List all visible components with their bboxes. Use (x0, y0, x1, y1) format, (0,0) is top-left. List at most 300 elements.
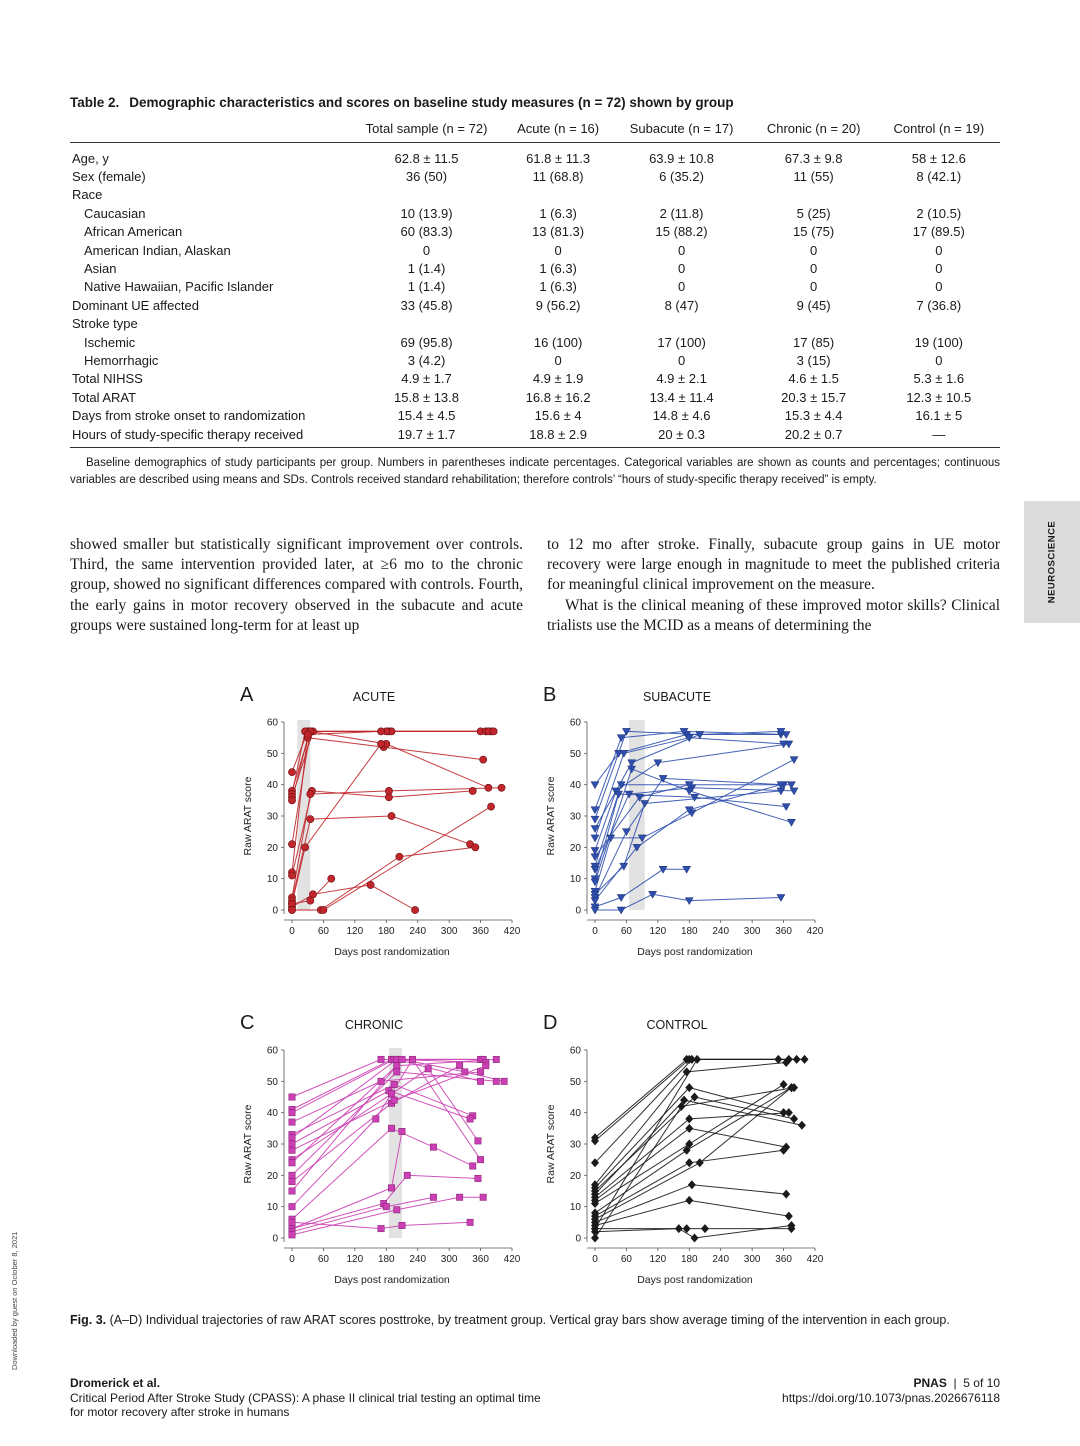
table-cell: 0 (935, 242, 943, 258)
figure-caption-text: (A–D) Individual trajectories of raw ARAT scores posttroke, by treatment group. Vertical gray bars show average timing of the intervention in each group. (109, 1313, 950, 1327)
body-column-left (70, 535, 523, 636)
table-cell: 69 (95.8) (400, 334, 453, 350)
data-point (477, 1069, 483, 1075)
y-tick-label: 40 (266, 780, 278, 792)
data-point (685, 898, 693, 905)
table-cell (878, 186, 1000, 204)
x-tick-label: 420 (503, 926, 521, 937)
data-point (480, 756, 487, 763)
table-cell: 8 (42.1) (916, 169, 962, 185)
data-point (394, 1069, 400, 1075)
table-cell: 13 (81.3) (532, 224, 585, 240)
data-point (475, 1138, 481, 1144)
table-cell: 8 (47) (664, 297, 699, 313)
table-cell: 1 (1.4) (407, 261, 446, 277)
table-cell: 33 (45.8) (400, 297, 453, 313)
x-tick-label: 60 (620, 1254, 632, 1265)
x-tick-label: 0 (592, 926, 598, 937)
table-cell: 6 (35.2) (659, 169, 704, 185)
data-point (307, 897, 314, 904)
data-point (620, 750, 628, 757)
footer-title-line: for motor recovery after stroke in humans (70, 1405, 290, 1419)
data-point (591, 782, 599, 789)
trajectory-line (292, 807, 491, 910)
y-tick-label: 50 (266, 748, 278, 760)
table-cell: 0 (677, 261, 686, 277)
data-point (307, 790, 314, 797)
panel-title: ACUTE (352, 690, 396, 704)
table-cell: 4.9 ± 1.9 (532, 371, 584, 387)
trajectory-line (292, 731, 481, 772)
table-row (70, 370, 1000, 388)
data-point (378, 1225, 384, 1231)
data-point (399, 1056, 405, 1062)
row-label: Native Hawaiian, Pacific Islander (84, 279, 274, 295)
table-cell: 1 (6.3) (539, 261, 577, 277)
trajectory-line (292, 1197, 483, 1235)
y-tick-label: 60 (569, 1045, 581, 1057)
data-point (467, 1116, 473, 1122)
trajectory-line (595, 1063, 786, 1185)
table-cell: 15.6 ± 4 (534, 408, 582, 424)
table-cell: 13.4 ± 11.4 (649, 389, 714, 405)
data-point (289, 1188, 295, 1194)
x-tick-label: 360 (472, 1254, 489, 1265)
data-point (654, 760, 662, 767)
table-cell (878, 315, 1000, 333)
y-tick-label: 10 (569, 874, 581, 886)
table-cell: 15.8 ± 13.8 (394, 389, 459, 405)
figure-caption (70, 1312, 1000, 1329)
body-paragraph: to 12 mo after stroke. Finally, subacute group gains in UE motor recovery were large enough in magnitude to meet the published criteria for meaningful clinical improvement on the measure. (547, 536, 1000, 594)
data-point (501, 1078, 507, 1084)
data-point (693, 1055, 701, 1064)
table-cell: 16 (100) (533, 334, 583, 350)
row-label: Hemorrhagic (84, 352, 159, 368)
demographics-table (70, 118, 1000, 448)
table-cell: 60 (83.3) (400, 224, 453, 240)
row-label: Hours of study-specific therapy received (70, 425, 350, 448)
data-point (388, 1125, 394, 1131)
table-cell: 3 (15) (796, 352, 831, 368)
data-point (289, 1135, 295, 1141)
table-cell: 11 (68.8) (532, 169, 584, 185)
row-label: Total ARAT (72, 389, 137, 405)
x-tick-label: 360 (775, 1254, 792, 1265)
y-tick-label: 50 (569, 1076, 581, 1088)
table-row (70, 241, 1000, 259)
y-tick-label: 30 (569, 1139, 581, 1151)
data-point (475, 1175, 481, 1181)
data-point (399, 1128, 405, 1134)
table-header-row (70, 118, 1000, 143)
table-cell: 62.8 ± 11.5 (394, 150, 459, 166)
table-row (70, 333, 1000, 351)
y-tick-label: 20 (569, 1170, 581, 1182)
data-point (490, 728, 497, 735)
data-point (696, 732, 704, 739)
y-axis-label: Raw ARAT score (545, 776, 557, 856)
y-tick-label: 20 (569, 842, 581, 854)
data-point (790, 1114, 798, 1123)
data-point (425, 1066, 431, 1072)
table-cell: 67.3 ± 9.8 (784, 150, 843, 166)
table-cell: 0 (810, 242, 818, 258)
trajectory-line (595, 1059, 805, 1228)
table-row (70, 278, 1000, 296)
table-cell (350, 315, 502, 333)
data-point (289, 1219, 295, 1225)
table-cell (750, 186, 878, 204)
data-point (787, 819, 795, 826)
data-point (798, 1121, 806, 1130)
x-tick-label: 420 (503, 1254, 521, 1265)
data-point (685, 1158, 693, 1167)
data-point (591, 1234, 599, 1243)
data-point (289, 1160, 295, 1166)
x-tick-label: 240 (409, 926, 427, 937)
x-tick-label: 60 (317, 1254, 329, 1265)
data-point (289, 1109, 295, 1115)
data-point (328, 875, 335, 882)
data-point (385, 787, 392, 794)
table-cell: 16.8 ± 16.2 (525, 389, 591, 405)
trajectory-line (292, 847, 475, 910)
body-paragraph: showed smaller but statistically significant improvement over controls. Third, the same intervention provided later, at ≥6 mo to the chronic group, showed no significant differences compared with controls. Fourth, the early gains in motor recovery observed in the subacute and acute groups were sustained long-term for at least up (70, 536, 523, 634)
row-label: African American (84, 224, 183, 240)
data-point (472, 844, 479, 851)
panel-chronic (240, 1008, 530, 1298)
data-point (498, 784, 505, 791)
data-point (288, 841, 295, 848)
panel-title: CHRONIC (344, 1018, 404, 1032)
table-cell: 61.8 ± 11.3 (526, 150, 591, 166)
x-tick-label: 360 (472, 926, 489, 937)
table-cell: 10 (13.9) (400, 205, 453, 221)
panel-title: SUBACUTE (642, 690, 712, 704)
row-label: Caucasian (84, 205, 146, 221)
trajectory-line (292, 1066, 486, 1151)
table-cell: 0 (810, 261, 818, 277)
table-cell: 0 (554, 242, 562, 258)
data-point (487, 803, 494, 810)
data-point (685, 1196, 693, 1205)
x-tick-label: 300 (743, 926, 761, 937)
table-cell: 11 (55) (793, 169, 834, 185)
footer-page-number: 5 of 10 (963, 1376, 1000, 1390)
data-point (477, 1078, 483, 1084)
data-point (701, 1224, 709, 1233)
x-axis-label: Days post randomization (334, 1274, 450, 1286)
footer-right: PNAS | 5 of 10 https://doi.org/10.1073/pnas.2026676118 (782, 1376, 1000, 1405)
table-cell (613, 315, 749, 333)
data-point (373, 1116, 379, 1122)
x-tick-label: 180 (377, 1254, 395, 1265)
table-cell: 12.3 ± 10.5 (906, 389, 972, 405)
row-label: Dominant UE affected (72, 297, 199, 313)
column-header: Subacute (n = 17) (613, 118, 749, 143)
panel-subacute (543, 680, 833, 970)
y-tick-label: 30 (569, 811, 581, 823)
data-point (591, 898, 599, 905)
panel-acute (240, 680, 530, 970)
data-point (289, 1203, 295, 1209)
column-header: Chronic (n = 20) (750, 118, 878, 143)
panel-letter: C (240, 1012, 255, 1034)
row-label: Total NIHSS (72, 371, 143, 387)
column-header: Total sample (n = 72) (350, 118, 502, 143)
y-tick-label: 0 (272, 1233, 278, 1245)
panel-title: CONTROL (646, 1018, 708, 1032)
data-point (462, 1069, 468, 1075)
footer-left (70, 1376, 541, 1420)
table-cell (350, 186, 502, 204)
acute-trajectory-chart (240, 680, 530, 970)
table-cell: 0 (935, 279, 943, 295)
table-row (70, 425, 1000, 448)
data-point (394, 1207, 400, 1213)
table-cell: 0 (677, 242, 686, 258)
x-tick-label: 180 (680, 926, 698, 937)
x-axis-label: Days post randomization (334, 946, 450, 958)
y-axis-label: Raw ARAT score (242, 1104, 254, 1184)
y-tick-label: 10 (266, 874, 278, 886)
data-point (288, 906, 295, 913)
y-tick-label: 60 (266, 1045, 278, 1057)
table-cell: 20.2 ± 0.7 (750, 425, 878, 448)
table-cell: 0 (422, 242, 431, 258)
trajectory-line (292, 731, 491, 794)
data-point (289, 1094, 295, 1100)
data-point (388, 1185, 394, 1191)
trajectory-line (595, 731, 781, 819)
panel-letter: D (543, 1012, 558, 1034)
data-point (307, 816, 314, 823)
panel-letter: B (543, 684, 557, 706)
table-cell: 3 (4.2) (407, 352, 446, 368)
trajectory-line (595, 731, 786, 809)
data-point (394, 1062, 400, 1068)
data-point (383, 1203, 389, 1209)
footer-journal: PNAS (913, 1376, 947, 1390)
chronic-trajectory-chart (240, 1008, 530, 1298)
data-point (493, 1078, 499, 1084)
data-point (378, 1078, 384, 1084)
x-tick-label: 240 (712, 1254, 730, 1265)
data-point (430, 1194, 436, 1200)
data-point (377, 740, 384, 747)
table-body (70, 143, 1000, 448)
data-point (396, 853, 403, 860)
table-cell: 15.3 ± 4.4 (784, 408, 843, 424)
data-point (399, 1222, 405, 1228)
table-cell: 15 (75) (793, 224, 835, 240)
table-cell: 17 (100) (657, 334, 706, 350)
column-header: Control (n = 19) (878, 118, 1000, 143)
x-tick-label: 420 (806, 926, 824, 937)
table-cell (613, 186, 749, 204)
data-point (782, 1190, 790, 1199)
row-label: Ischemic (84, 334, 136, 350)
data-point (480, 1194, 486, 1200)
table-cell: 15.4 ± 4.5 (397, 408, 456, 424)
table-cell: 18.8 ± 2.9 (503, 425, 614, 448)
y-tick-label: 40 (266, 1108, 278, 1120)
table-row (70, 296, 1000, 314)
section-label: NEUROSCIENCE (1046, 520, 1058, 604)
table-row (70, 315, 1000, 333)
trajectory-line (292, 1059, 481, 1137)
table-row (70, 388, 1000, 406)
x-tick-label: 0 (592, 1254, 598, 1265)
y-tick-label: 40 (569, 780, 581, 792)
data-point (289, 1141, 295, 1147)
table-title (70, 95, 734, 110)
table-cell: 1 (6.3) (539, 279, 577, 295)
panel-control (543, 1008, 833, 1298)
y-tick-label: 40 (569, 1108, 581, 1120)
y-tick-label: 30 (266, 1139, 278, 1151)
trajectory-line (595, 760, 794, 892)
panel-letter: A (240, 684, 254, 706)
data-point (409, 1056, 415, 1062)
intervention-band (297, 720, 310, 910)
table-cell: 20 ± 0.3 (613, 425, 749, 448)
x-axis-label: Days post randomization (637, 1274, 753, 1286)
x-tick-label: 120 (649, 926, 667, 937)
body-column-right (547, 535, 1000, 636)
column-header (70, 118, 350, 143)
x-axis-label: Days post randomization (637, 946, 753, 958)
data-point (288, 769, 295, 776)
data-point (320, 906, 327, 913)
table-cell: 15 (88.2) (655, 224, 708, 240)
y-axis-label: Raw ARAT score (545, 1104, 557, 1184)
row-label: Stroke type (72, 316, 138, 332)
table-cell: 17 (89.5) (912, 224, 965, 240)
table-row (70, 406, 1000, 424)
data-point (801, 1055, 809, 1064)
data-point (411, 906, 418, 913)
x-tick-label: 0 (289, 1254, 295, 1265)
y-tick-label: 30 (266, 811, 278, 823)
data-point (780, 1080, 788, 1089)
y-tick-label: 50 (266, 1076, 278, 1088)
table-footnote: Baseline demographics of study participants per group. Numbers in parentheses indicate percentages. Categorical variables are shown as counts and percentages; continuous variables are described using means and SDs. Controls received standard rehabilitation; therefore controls’ “hours of study-specific therapy received” is empty. (70, 457, 1000, 486)
table-cell: 5.3 ± 1.6 (913, 371, 965, 387)
table-number: Table 2. (70, 95, 120, 110)
table-cell: 0 (554, 352, 562, 368)
table-cell: 2 (11.8) (659, 205, 704, 221)
table-cell: 4.9 ± 2.1 (656, 371, 707, 387)
data-point (591, 816, 599, 823)
table-cell: 4.6 ± 1.5 (788, 371, 839, 387)
download-note: Downloaded by guest on October 8, 2021 (10, 1231, 19, 1370)
x-tick-label: 420 (806, 1254, 824, 1265)
row-label: American Indian, Alaskan (84, 242, 231, 258)
table-row (70, 204, 1000, 222)
data-point (304, 731, 311, 738)
x-tick-label: 0 (289, 926, 295, 937)
table-row (70, 143, 1000, 168)
table-cell: 16.1 ± 5 (915, 408, 963, 424)
x-tick-label: 300 (743, 1254, 761, 1265)
x-tick-label: 300 (440, 1254, 458, 1265)
table-cell: 20.3 ± 15.7 (781, 389, 847, 405)
table-cell (750, 315, 878, 333)
table-cell: 0 (810, 279, 818, 295)
data-point (685, 1124, 693, 1133)
data-point (377, 728, 384, 735)
table-row (70, 223, 1000, 241)
x-tick-label: 60 (620, 926, 632, 937)
y-tick-label: 10 (266, 1202, 278, 1214)
data-point (388, 812, 395, 819)
data-point (456, 1194, 462, 1200)
data-point (493, 1056, 499, 1062)
x-tick-label: 300 (440, 926, 458, 937)
y-tick-label: 60 (569, 717, 581, 729)
trajectory-line (595, 1097, 794, 1191)
data-point (367, 881, 374, 888)
data-point (785, 1212, 793, 1221)
data-point (782, 804, 790, 811)
body-paragraph: What is the clinical meaning of these improved motor skills? Clinical trialists use the MCID as a means of determining the (547, 596, 1000, 634)
table-cell (503, 186, 614, 204)
table-cell: 0 (677, 352, 686, 368)
data-point (591, 835, 599, 842)
data-point (391, 1097, 397, 1103)
row-label: Asian (84, 261, 117, 277)
x-tick-label: 180 (680, 1254, 698, 1265)
data-point (685, 1114, 693, 1123)
data-point (289, 1232, 295, 1238)
table-cell: 5 (25) (796, 205, 831, 221)
trajectory-line (595, 1200, 789, 1225)
row-label: Sex (female) (72, 169, 146, 185)
data-point (391, 1081, 397, 1087)
table-cell: — (878, 425, 1000, 448)
table-cell (503, 315, 614, 333)
data-point (469, 787, 476, 794)
data-point (470, 1163, 476, 1169)
data-point (288, 797, 295, 804)
table-cell: 63.9 ± 10.8 (649, 150, 715, 166)
table-title-text: Demographic characteristics and scores on baseline study measures (n = 72) shown by group (129, 95, 734, 110)
table-cell: 0 (935, 261, 943, 277)
x-tick-label: 240 (712, 926, 730, 937)
data-point (617, 894, 625, 901)
section-side-tab (1024, 501, 1080, 623)
trajectory-line (292, 1066, 460, 1182)
footer-doi-link[interactable]: https://doi.org/10.1073/pnas.2026676118 (782, 1390, 1000, 1405)
data-point (301, 844, 308, 851)
data-point (289, 1119, 295, 1125)
table-cell: 58 ± 12.6 (911, 150, 966, 166)
data-point (785, 1108, 793, 1117)
trajectory-line (292, 731, 494, 872)
table-cell: 9 (56.2) (535, 297, 581, 313)
control-trajectory-chart (543, 1008, 833, 1298)
trajectory-line (292, 791, 473, 876)
row-label: Race (72, 187, 103, 203)
y-tick-label: 10 (569, 1202, 581, 1214)
trajectory-line (595, 785, 781, 901)
trajectory-line (595, 1088, 791, 1213)
data-point (288, 872, 295, 879)
data-point (782, 732, 790, 739)
x-tick-label: 120 (346, 1254, 364, 1265)
